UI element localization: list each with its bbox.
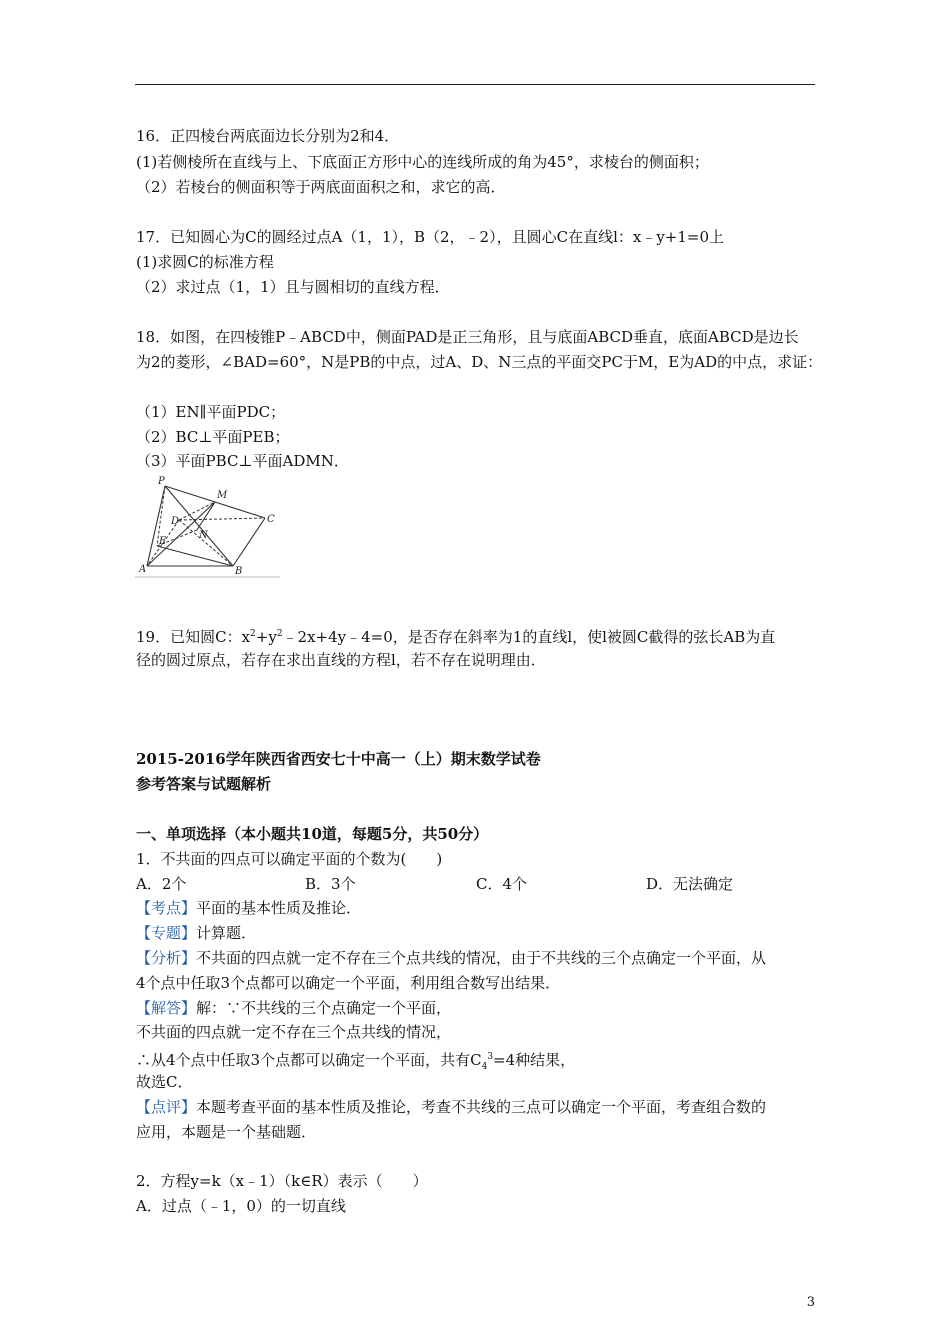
a1-option-b: B．3个 <box>305 875 356 893</box>
q16-title: 16．正四棱台两底面边长分别为2和4． <box>136 127 400 145</box>
a1-option-a: A．2个 <box>136 875 187 893</box>
q18-title-cont: 为2的菱形，∠BAD=60°，N是PB的中点，过A、D、N三点的平面交PC于M，E为AD的中点，求证： <box>136 353 823 371</box>
header-rule <box>135 84 815 85</box>
label-M: M <box>217 490 228 501</box>
label-A: A <box>139 564 147 575</box>
label-P: P <box>158 476 165 487</box>
a1-fenxi-cont: 4个点中任取3个点都可以确定一个平面，利用组合数写出结果． <box>136 974 561 992</box>
a1-dianping-cont: 应用，本题是一个基础题． <box>136 1123 317 1141</box>
answers-subtitle: 参考答案与试题解析 <box>136 775 272 793</box>
a2-stem: 2．方程y=k（x﹣1）（k∈R）表示（ ） <box>136 1172 428 1190</box>
a1-kaodian: 【考点】平面的基本性质及推论． <box>136 899 362 917</box>
a1-jieda-4: 故选C． <box>136 1073 193 1091</box>
a1-option-c: C．4个 <box>476 875 528 893</box>
q16-part1: (1)若侧棱所在直线与上、下底面正方形中心的连线所成的角为45°，求棱台的侧面积； <box>136 153 709 171</box>
page-number: 3 <box>806 1295 815 1310</box>
label-N: N <box>199 530 208 541</box>
a1-jieda-3: ∴从4个点中任取3个点都可以确定一个平面，共有$C_4^3=4$种结果， <box>136 1051 576 1072</box>
label-D: D <box>171 516 180 527</box>
a1-jieda: 【解答】解：∵不共线的三个点确定一个平面， <box>136 999 452 1017</box>
a2-option-a: A．过点（﹣1，0）的一切直线 <box>136 1197 346 1215</box>
a1-dianping: 【点评】本题考查平面的基本性质及推论，考查不共线的三点可以确定一个平面，考查组合数的 <box>136 1098 767 1116</box>
q17-part2: （2）求过点（1，1）且与圆相切的直线方程． <box>136 278 450 296</box>
section-heading: 一、单项选择（本小题共10道，每题5分，共50分） <box>136 825 489 843</box>
a1-stem: 1．不共面的四点可以确定平面的个数为( ) <box>136 850 443 868</box>
label-E: E <box>159 536 167 547</box>
label-C: C <box>267 514 275 525</box>
pyramid-figure <box>135 474 280 578</box>
q18-part3: （3）平面PBC⊥平面ADMN． <box>136 452 349 470</box>
q18-part1: （1）EN∥平面PDC； <box>136 403 286 421</box>
q19-title: 19．已知圆C：$x^2+y^2﹣2x+4y﹣4=0$，是否存在斜率为1的直线l，使l被圆C截得的弦长AB为直 <box>136 628 776 646</box>
a1-option-d: D．无法确定 <box>646 875 734 893</box>
label-B: B <box>235 566 243 577</box>
a1-zhuanti: 【专题】计算题． <box>136 924 257 942</box>
q18-title: 18．如图，在四棱锥P﹣ABCD中，侧面PAD是正三角形，且与底面ABCD垂直，底面ABCD是边长 <box>136 328 799 346</box>
a1-fenxi: 【分析】不共面的四点就一定不存在三个点共线的情况，由于不共线的三个点确定一个平面，从 <box>136 949 767 967</box>
q18-part2: （2）BC⊥平面PEB； <box>136 428 290 446</box>
q19-title-cont: 径的圆过原点，若存在求出直线的方程l，若不存在说明理由． <box>136 651 546 669</box>
answers-title: 2015-2016学年陕西省西安七十中高一（上）期末数学试卷 <box>136 750 541 768</box>
q16-part2: （2）若棱台的侧面积等于两底面面积之和，求它的高． <box>136 178 506 196</box>
q17-part1: (1)求圆C的标准方程 <box>136 253 274 271</box>
q17-title: 17．已知圆心为C的圆经过点A（1，1），B（2，﹣2），且圆心C在直线l：x﹣y+1=0上 <box>136 228 725 246</box>
a1-jieda-2: 不共面的四点就一定不存在三个点共线的情况， <box>136 1023 452 1041</box>
